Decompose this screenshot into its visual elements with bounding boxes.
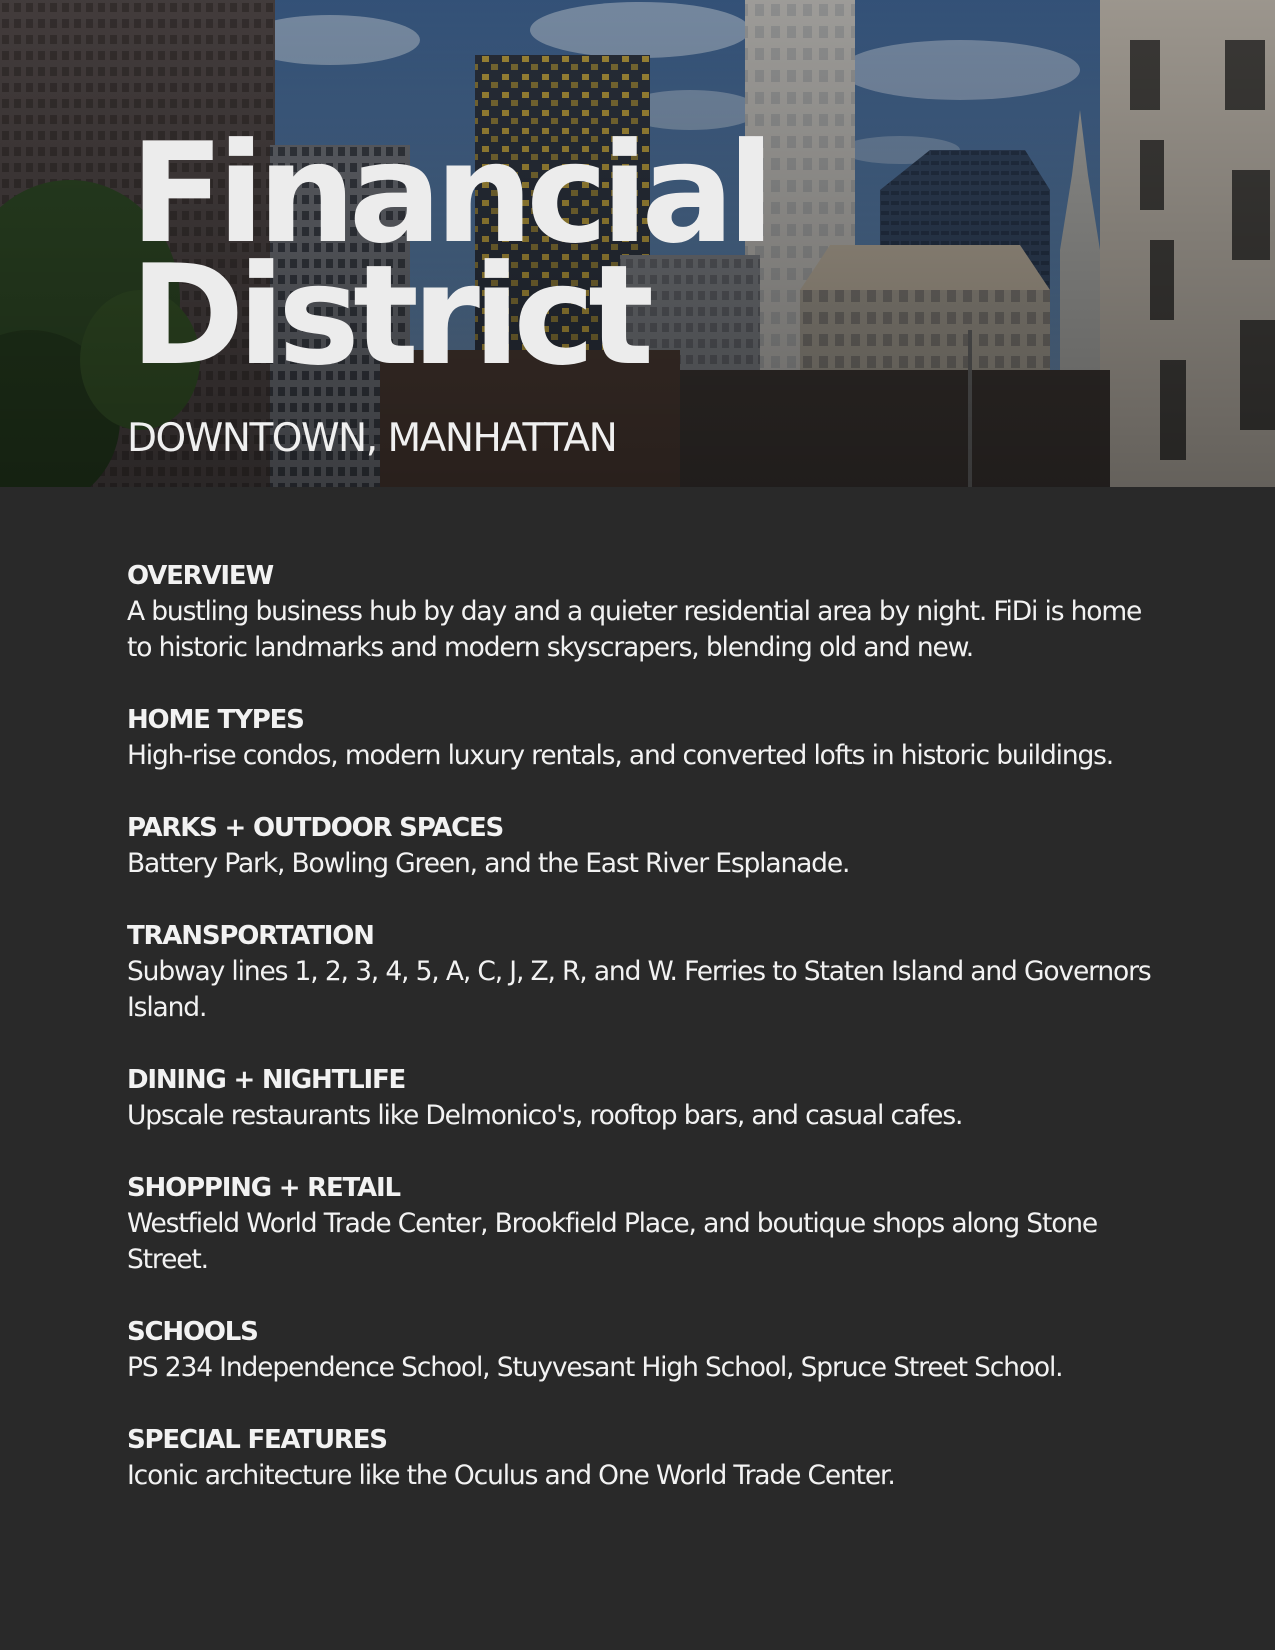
info-section: [127, 559, 1157, 666]
location-subtitle: DOWNTOWN, MANHATTAN: [127, 416, 617, 461]
info-section: [127, 919, 1157, 1026]
section-body: PS 234 Independence School, Stuyvesant High School, Spruce Street School.: [127, 1352, 1063, 1383]
info-section: [127, 1315, 1157, 1386]
section-heading: PARKS + OUTDOOR SPACES: [127, 813, 504, 843]
section-body: A bustling business hub by day and a quieter residential area by night. FiDi is home to historic landmarks and modern skyscrapers, blending old and new.: [127, 596, 1142, 663]
section-heading: HOME TYPES: [127, 705, 304, 735]
section-heading: TRANSPORTATION: [127, 921, 374, 951]
info-section: [127, 811, 1157, 882]
info-section: [127, 1423, 1157, 1494]
section-heading: SHOPPING + RETAIL: [127, 1173, 400, 1203]
section-heading: DINING + NIGHTLIFE: [127, 1065, 406, 1095]
section-heading: SCHOOLS: [127, 1317, 258, 1347]
section-body: Upscale restaurants like Delmonico's, rooftop bars, and casual cafes.: [127, 1100, 963, 1131]
section-heading: OVERVIEW: [127, 561, 273, 591]
info-section: [127, 703, 1157, 774]
section-body: Subway lines 1, 2, 3, 4, 5, A, C, J, Z, R, and W. Ferries to Staten Island and Governors Island.: [127, 956, 1151, 1023]
page-title: [130, 113, 768, 396]
title-line-2: District: [130, 235, 648, 396]
section-heading: SPECIAL FEATURES: [127, 1425, 387, 1455]
section-body: Westfield World Trade Center, Brookfield Place, and boutique shops along Stone Street.: [127, 1208, 1098, 1275]
section-body: Battery Park, Bowling Green, and the East River Esplanade.: [127, 848, 850, 879]
info-section: [127, 1063, 1157, 1134]
section-body: High-rise condos, modern luxury rentals, and converted lofts in historic buildings.: [127, 740, 1114, 771]
info-section: [127, 1171, 1157, 1278]
section-body: Iconic architecture like the Oculus and One World Trade Center.: [127, 1460, 895, 1491]
neighborhood-details: [127, 559, 1157, 1531]
hero-banner: [0, 0, 1275, 487]
title-line-1: Financial: [130, 113, 768, 274]
